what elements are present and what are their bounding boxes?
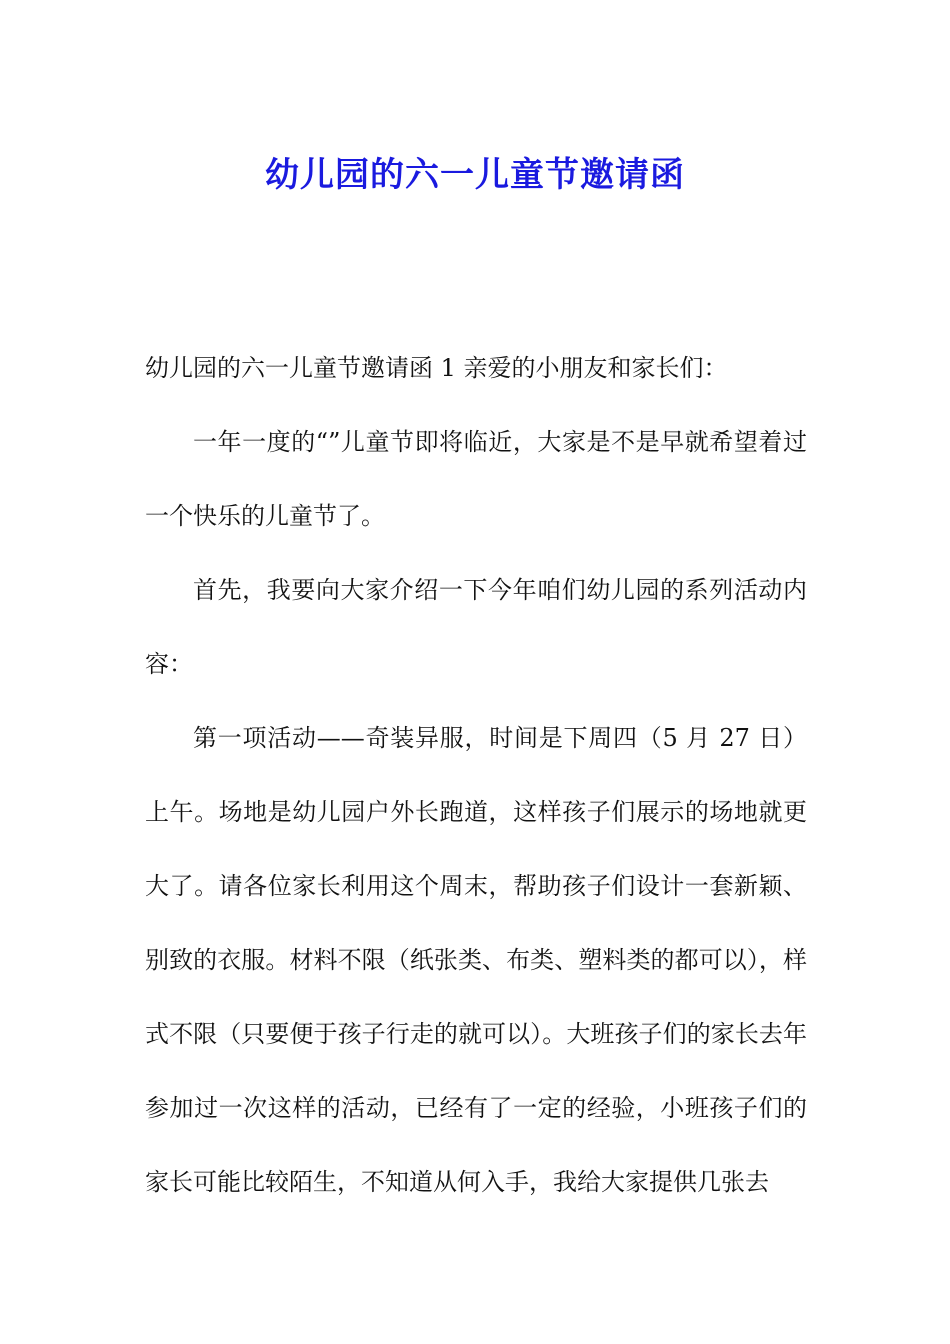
document-body [145, 331, 807, 1219]
paragraph-activity-one: 第一项活动——奇装异服，时间是下周四（5 月 27 日）上午。场地是幼儿园户外长跑道，这样孩子们展示的场地就更大了。请各位家长利用这个周末，帮助孩子们设计一套新颖、别致的衣服。材料不限（纸张类、布类、塑料类的都可以），样式不限（只要便于孩子行走的就可以）。大班孩子们的家长去年参加过一次这样的活动，已经有了一定的经验，小班孩子们的家长可能比较陌生，不知道从何入手，我给大家提供几张去 [145, 724, 807, 1196]
paragraph-greeting: 幼儿园的六一儿童节邀请函 1 亲爱的小朋友和家长们： [145, 354, 728, 382]
document-title: 幼儿园的六一儿童节邀请函 [265, 154, 685, 195]
paragraph-overview: 首先，我要向大家介绍一下今年咱们幼儿园的系列活动内容： [145, 576, 807, 678]
paragraph-intro: 一年一度的“”儿童节即将临近，大家是不是早就希望着过一个快乐的儿童节了。 [145, 428, 807, 530]
